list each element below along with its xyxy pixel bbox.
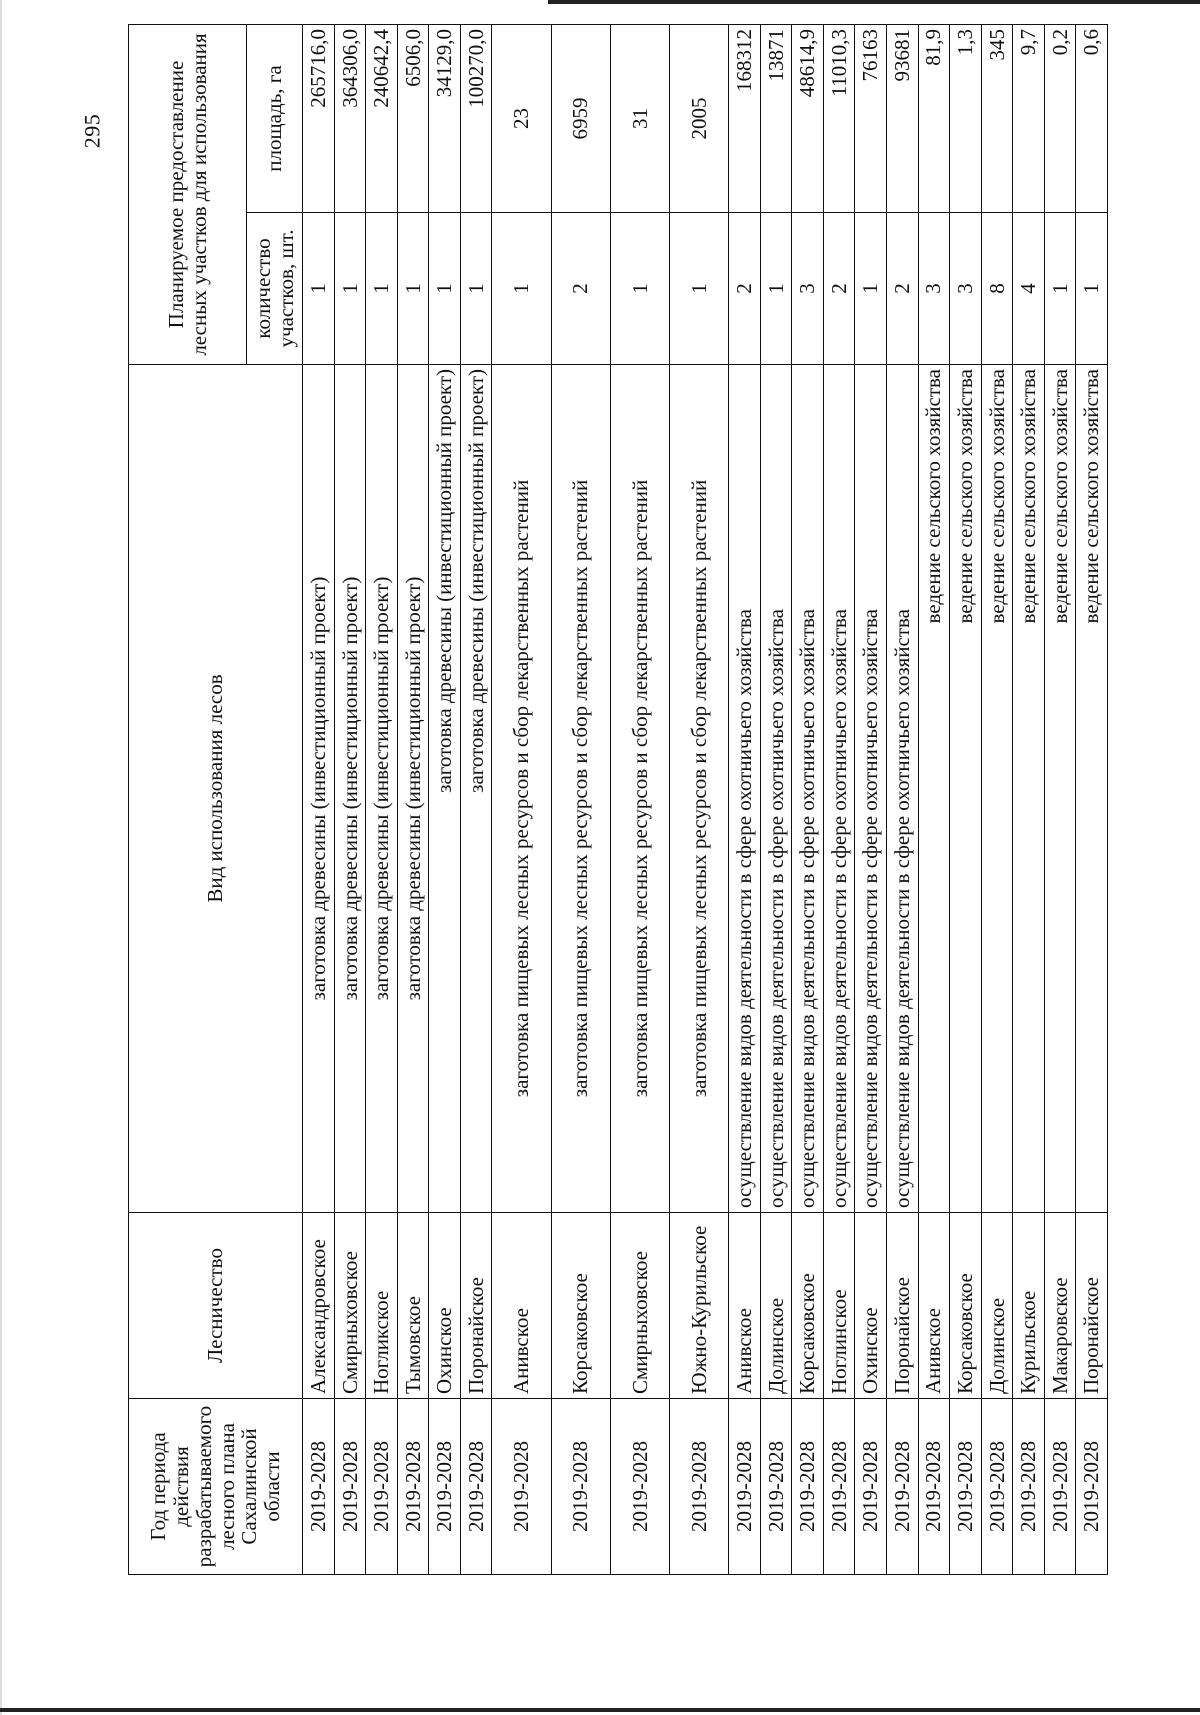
table-row (792, 25, 824, 1575)
cell-lesnichestvo: Долинское (981, 1213, 1013, 1399)
cell-area: 240642,4 (366, 25, 398, 213)
cell-year: 2019-2028 (303, 1399, 335, 1575)
cell-count: 2 (729, 213, 761, 365)
header-year: Год периода действия разрабатываемого лесного плана Сахалинской области (129, 1399, 303, 1575)
forest-use-table (128, 24, 1108, 1575)
cell-year: 2019-2028 (492, 1399, 551, 1575)
cell-count: 1 (334, 213, 366, 365)
table-row (1013, 25, 1045, 1575)
header-row (129, 25, 247, 1575)
table-row (610, 25, 669, 1575)
table-row (760, 25, 792, 1575)
cell-count: 1 (1076, 213, 1108, 365)
table-row (366, 25, 398, 1575)
cell-count: 4 (1013, 213, 1045, 365)
cell-lesnichestvo: Долинское (760, 1213, 792, 1399)
cell-vid: осуществление видов деятельности в сфере охотничьего хозяйства (886, 365, 918, 1213)
cell-year: 2019-2028 (610, 1399, 669, 1575)
cell-vid: ведение сельского хозяйства (950, 365, 982, 1213)
cell-lesnichestvo: Анивское (918, 1213, 950, 1399)
cell-count: 8 (981, 213, 1013, 365)
table-row (669, 25, 728, 1575)
cell-area: 100270,0 (460, 25, 492, 213)
cell-vid: осуществление видов деятельности в сфере охотничьего хозяйства (760, 365, 792, 1213)
cell-vid: осуществление видов деятельности в сфере охотничьего хозяйства (823, 365, 855, 1213)
cell-area: 364306,0 (334, 25, 366, 213)
table-row (1044, 25, 1076, 1575)
cell-lesnichestvo: Александровское (303, 1213, 335, 1399)
cell-lesnichestvo: Ногликское (366, 1213, 398, 1399)
cell-count: 1 (397, 213, 429, 365)
table-row (551, 25, 610, 1575)
cell-lesnichestvo: Поронайское (460, 1213, 492, 1399)
cell-lesnichestvo: Смирныховское (610, 1213, 669, 1399)
cell-vid: заготовка древесины (инвестиционный проект) (429, 365, 461, 1213)
cell-count: 1 (1044, 213, 1076, 365)
cell-year: 2019-2028 (1076, 1399, 1108, 1575)
left-scan-edge (0, 0, 2, 1715)
cell-lesnichestvo: Корсаковское (551, 1213, 610, 1399)
cell-year: 2019-2028 (823, 1399, 855, 1575)
cell-area: 34129,0 (429, 25, 461, 213)
cell-vid: заготовка пищевых лесных ресурсов и сбор лекарственных растений (610, 365, 669, 1213)
cell-area: 6959 (551, 25, 610, 213)
cell-area: 31 (610, 25, 669, 213)
cell-lesnichestvo: Анивское (492, 1213, 551, 1399)
top-border-line (548, 0, 1200, 4)
table-row (981, 25, 1013, 1575)
cell-area: 0,6 (1076, 25, 1108, 213)
cell-vid: заготовка пищевых лесных ресурсов и сбор лекарственных растений (492, 365, 551, 1213)
cell-vid: ведение сельского хозяйства (1076, 365, 1108, 1213)
cell-area: 0,2 (1044, 25, 1076, 213)
cell-vid: ведение сельского хозяйства (981, 365, 1013, 1213)
cell-lesnichestvo: Корсаковское (950, 1213, 982, 1399)
cell-vid: заготовка древесины (инвестиционный проект) (460, 365, 492, 1213)
cell-vid: ведение сельского хозяйства (918, 365, 950, 1213)
cell-lesnichestvo: Смирныховское (334, 1213, 366, 1399)
cell-vid: осуществление видов деятельности в сфере охотничьего хозяйства (792, 365, 824, 1213)
cell-count: 1 (610, 213, 669, 365)
cell-area: 11010,3 (823, 25, 855, 213)
table-row (492, 25, 551, 1575)
cell-area: 168312 (729, 25, 761, 213)
cell-area: 2005 (669, 25, 728, 213)
rotated-table-container (128, 25, 1108, 1575)
header-planned-group: Планируемое предоставление лесных участков для использования (129, 25, 247, 365)
header-vid: Вид использования лесов (129, 365, 303, 1213)
cell-vid: заготовка древесины (инвестиционный проект) (397, 365, 429, 1213)
cell-count: 2 (551, 213, 610, 365)
cell-year: 2019-2028 (1013, 1399, 1045, 1575)
table-row (729, 25, 761, 1575)
cell-area: 48614,9 (792, 25, 824, 213)
cell-vid: заготовка пищевых лесных ресурсов и сбор лекарственных растений (669, 365, 728, 1213)
cell-lesnichestvo: Южно-Курильское (669, 1213, 728, 1399)
header-count: количество участков, шт. (247, 213, 303, 365)
cell-year: 2019-2028 (366, 1399, 398, 1575)
cell-area: 13871 (760, 25, 792, 213)
cell-area: 265716,0 (303, 25, 335, 213)
header-area: площадь, га (247, 25, 303, 213)
cell-count: 1 (303, 213, 335, 365)
cell-area: 76163 (855, 25, 887, 213)
cell-lesnichestvo: Анивское (729, 1213, 761, 1399)
cell-lesnichestvo: Поронайское (886, 1213, 918, 1399)
cell-lesnichestvo: Корсаковское (792, 1213, 824, 1399)
table-row (397, 25, 429, 1575)
cell-lesnichestvo: Охинское (429, 1213, 461, 1399)
cell-count: 1 (855, 213, 887, 365)
cell-vid: заготовка древесины (инвестиционный проект) (366, 365, 398, 1213)
table-row (460, 25, 492, 1575)
cell-vid: заготовка пищевых лесных ресурсов и сбор лекарственных растений (551, 365, 610, 1213)
cell-year: 2019-2028 (397, 1399, 429, 1575)
cell-year: 2019-2028 (429, 1399, 461, 1575)
cell-lesnichestvo: Макаровское (1044, 1213, 1076, 1399)
cell-year: 2019-2028 (760, 1399, 792, 1575)
page-number: 295 (79, 113, 105, 149)
cell-count: 1 (760, 213, 792, 365)
header-lesnichestvo: Лесничество (129, 1213, 303, 1399)
cell-count: 3 (950, 213, 982, 365)
cell-count: 1 (492, 213, 551, 365)
table-row (886, 25, 918, 1575)
cell-year: 2019-2028 (981, 1399, 1013, 1575)
cell-lesnichestvo: Тымовское (397, 1213, 429, 1399)
cell-count: 1 (669, 213, 728, 365)
table-row (918, 25, 950, 1575)
cell-count: 2 (823, 213, 855, 365)
table-row (1076, 25, 1108, 1575)
table-row (334, 25, 366, 1575)
cell-year: 2019-2028 (551, 1399, 610, 1575)
cell-vid: заготовка древесины (инвестиционный проект) (303, 365, 335, 1213)
cell-lesnichestvo: Курильское (1013, 1213, 1045, 1399)
cell-area: 6506,0 (397, 25, 429, 213)
cell-year: 2019-2028 (886, 1399, 918, 1575)
cell-year: 2019-2028 (950, 1399, 982, 1575)
cell-vid: ведение сельского хозяйства (1044, 365, 1076, 1213)
cell-area: 345 (981, 25, 1013, 213)
cell-area: 1,3 (950, 25, 982, 213)
cell-vid: осуществление видов деятельности в сфере охотничьего хозяйства (729, 365, 761, 1213)
cell-area: 81,9 (918, 25, 950, 213)
table-row (855, 25, 887, 1575)
cell-year: 2019-2028 (792, 1399, 824, 1575)
cell-year: 2019-2028 (460, 1399, 492, 1575)
cell-lesnichestvo: Охинское (855, 1213, 887, 1399)
bottom-border-line (0, 1708, 1200, 1712)
cell-year: 2019-2028 (334, 1399, 366, 1575)
cell-area: 23 (492, 25, 551, 213)
cell-count: 1 (366, 213, 398, 365)
table-row (950, 25, 982, 1575)
cell-vid: осуществление видов деятельности в сфере охотничьего хозяйства (855, 365, 887, 1213)
cell-count: 3 (918, 213, 950, 365)
table-row (303, 25, 335, 1575)
cell-lesnichestvo: Поронайское (1076, 1213, 1108, 1399)
cell-year: 2019-2028 (918, 1399, 950, 1575)
cell-lesnichestvo: Ноглинское (823, 1213, 855, 1399)
cell-count: 1 (429, 213, 461, 365)
cell-count: 1 (460, 213, 492, 365)
cell-count: 2 (886, 213, 918, 365)
table-row (823, 25, 855, 1575)
cell-year: 2019-2028 (669, 1399, 728, 1575)
cell-count: 3 (792, 213, 824, 365)
cell-year: 2019-2028 (1044, 1399, 1076, 1575)
cell-vid: заготовка древесины (инвестиционный проект) (334, 365, 366, 1213)
cell-area: 93681 (886, 25, 918, 213)
table-row (429, 25, 461, 1575)
cell-area: 9,7 (1013, 25, 1045, 213)
cell-vid: ведение сельского хозяйства (1013, 365, 1045, 1213)
cell-year: 2019-2028 (855, 1399, 887, 1575)
cell-year: 2019-2028 (729, 1399, 761, 1575)
